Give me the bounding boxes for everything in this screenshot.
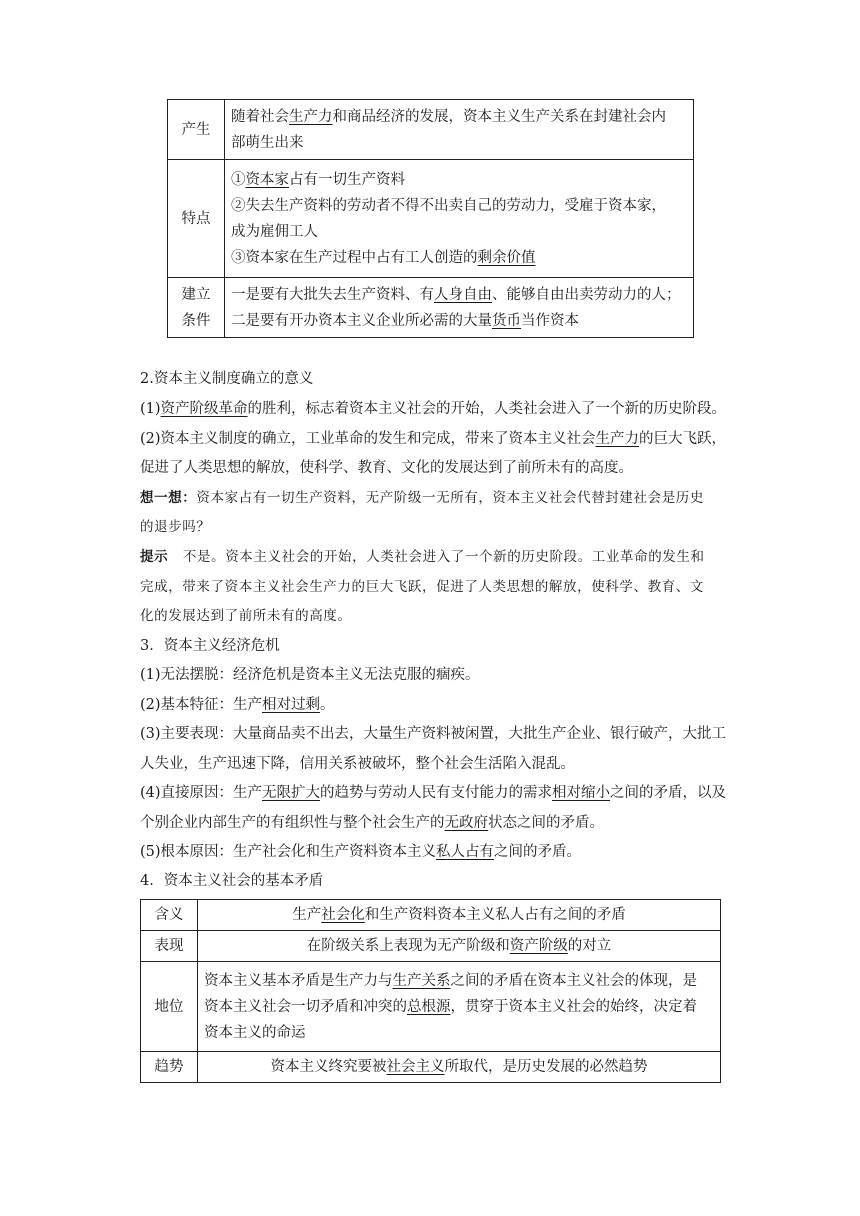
paragraph: 人失业，生产迅速下降，信用关系被破坏，整个社会生活陷入混乱。	[140, 756, 575, 772]
paragraph: 促进了人类思想的解放，使科学、教育、文化的发展达到了前所未有的高度。	[140, 460, 633, 476]
hint: 提示 不是。资本主义社会的开始，人类社会进入了一个新的历史阶段。工业革命的发生和	[140, 549, 705, 565]
underlined-term: 社会化	[321, 907, 365, 923]
underlined-term: 无限扩大	[262, 785, 321, 801]
paragraph: (1)资产阶级革命的胜利，标志着资本主义社会的开始，人类社会进入了一个新的历史阶段。	[140, 401, 727, 417]
row-header: 表现	[141, 931, 198, 962]
underlined-term: 生产力	[289, 108, 333, 125]
underlined-term: 私人占有	[436, 844, 495, 860]
row-header: 含义	[141, 900, 198, 931]
paragraph: (2)基本特征：生产相对过剩。	[140, 697, 335, 713]
section-3-title: 3．资本主义经济危机	[140, 638, 280, 654]
think-label: 想一想：	[140, 490, 197, 506]
row-header: 特点	[168, 160, 225, 278]
table-row	[141, 931, 721, 962]
hint-cont: 完成，带来了资本主义社会生产力的巨大飞跃，促进了人类思想的解放，使科学、教育、文	[140, 579, 704, 595]
underlined-term: 资产阶级革命	[160, 401, 248, 417]
table-row	[141, 962, 721, 1052]
table-row	[168, 278, 694, 338]
table-row	[141, 900, 721, 931]
paragraph: 个别企业内部生产的有组织性与整个社会生产的无政府状态之间的矛盾。	[140, 815, 604, 831]
think-question-cont: 的退步吗？	[140, 519, 211, 535]
row-content: 在阶级关系上表现为无产阶级和资产阶级的对立	[198, 931, 721, 962]
paragraph: (5)根本原因：生产社会化和生产资料资本主义私人占有之间的矛盾。	[140, 844, 582, 860]
underlined-term: 生产关系	[392, 972, 451, 989]
row-content: 一是要有大批失去生产资料、有人身自由、能够自由出卖劳动力的人； 二是要有开办资本主义企业所必需的大量货币当作资本	[225, 278, 694, 338]
underlined-term: 总根源	[407, 998, 451, 1015]
underlined-term: 资产阶级	[509, 938, 568, 954]
row-content: 资本主义基本矛盾是生产力与生产关系之间的矛盾在资本主义社会的体现，是 资本主义社会一切矛盾和冲突的总根源，贯穿于资本主义社会的始终，决定着 资本主义的命运	[198, 962, 721, 1052]
paragraph: (4)直接原因：生产无限扩大的趋势与劳动人民有支付能力的需求相对缩小之间的矛盾，以及	[140, 785, 727, 801]
row-content: ①资本家占有一切生产资料 ②失去生产资料的劳动者不得不出卖自己的劳动力，受雇于资本家， 成为雇佣工人 ③资本家在生产过程中占有工人创造的剩余价值	[225, 160, 694, 278]
paragraph: (3)主要表现：大量商品卖不出去，大量生产资料被闲置，大批生产企业、银行破产，大批工	[140, 726, 727, 742]
underlined-term: 剩余价值	[477, 249, 536, 266]
row-header: 建立 条件	[168, 278, 225, 338]
table-row	[168, 100, 694, 160]
underlined-term: 人身自由	[434, 286, 492, 303]
section-4-title: 4．资本主义社会的基本矛盾	[140, 873, 324, 889]
hint-cont: 化的发展达到了前所未有的高度。	[140, 608, 352, 624]
think-question: 想一想：资本家占有一切生产资料，无产阶级一无所有，资本主义社会代替封建社会是历史	[140, 490, 705, 506]
section-2-title: 2.资本主义制度确立的意义	[140, 371, 314, 387]
underlined-term: 无政府	[444, 815, 488, 831]
underlined-term: 社会主义	[386, 1059, 445, 1075]
underlined-term: 相对过剩	[262, 697, 321, 713]
row-content: 随着社会生产力和商品经济的发展，资本主义生产关系在封建社会内 部萌生出来	[225, 100, 694, 160]
row-content: 资本主义终究要被社会主义所取代，是历史发展的必然趋势	[198, 1052, 721, 1083]
paragraph: (1)无法摆脱：经济危机是资本主义无法克服的痼疾。	[140, 667, 480, 683]
table-row	[141, 1052, 721, 1083]
hint-label: 提示	[140, 549, 169, 565]
capitalism-features-table	[167, 99, 694, 338]
underlined-term: 资本家	[245, 171, 289, 188]
row-header: 趋势	[141, 1052, 198, 1083]
underlined-term: 相对缩小	[552, 785, 611, 801]
underlined-term: 货币	[492, 312, 521, 329]
paragraph: (2)资本主义制度的确立，工业革命的发生和完成，带来了资本主义社会生产力的巨大飞跃，	[140, 431, 727, 447]
row-header: 地位	[141, 962, 198, 1052]
underlined-term: 生产力	[595, 431, 640, 447]
table-row	[168, 160, 694, 278]
basic-contradiction-table	[140, 899, 721, 1083]
row-content: 生产社会化和生产资料资本主义私人占有之间的矛盾	[198, 900, 721, 931]
row-header: 产生	[168, 100, 225, 160]
